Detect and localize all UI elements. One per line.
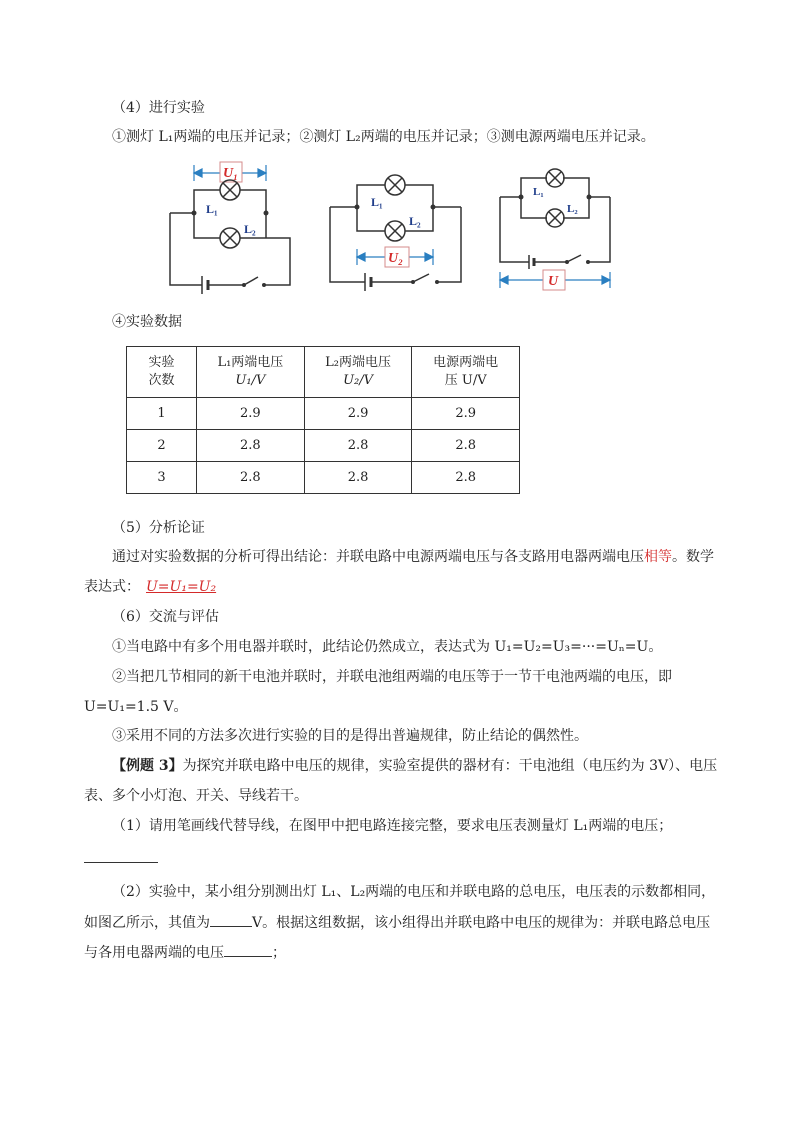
lamp-label-l2: L₂ xyxy=(567,203,578,215)
lamp-label-l1: L₁ xyxy=(533,186,544,198)
table-cell: 2.9 xyxy=(197,398,305,430)
evaluation-1: ①当电路中有多个用电器并联时，此结论仍然成立，表达式为 U₁=U₂=U₃=···=Uₙ=U。 xyxy=(112,639,663,655)
question-2-cont2: 与各用电器两端的电压 ； xyxy=(84,942,286,963)
formula-answer: U=U₁=U₂ xyxy=(146,579,217,595)
table-header-row xyxy=(127,347,520,398)
lamp-label-l1: L₁ xyxy=(371,195,383,209)
circuit-diagram-1 xyxy=(160,155,300,300)
table-cell: 2.8 xyxy=(412,462,520,494)
table-cell: 2.8 xyxy=(412,430,520,462)
example-tag: 【例题 3】 xyxy=(112,758,183,774)
circuit-diagram-2 xyxy=(325,170,470,300)
meter-label-u1: U₁ xyxy=(223,166,238,181)
lamp-label-l2: L₂ xyxy=(244,222,256,236)
conclusion-text: 通过对实验数据的分析可得出结论：并联电路中电源两端电压与各支路用电器两端电压相等。数学 xyxy=(112,549,714,565)
table-cell: 2 xyxy=(127,430,197,462)
measure-steps: ①测灯 L₁两端的电压并记录；②测灯 L₂两端的电压并记录；③测电源两端电压并记录。 xyxy=(112,129,655,145)
meter-label-u2: U₂ xyxy=(388,251,403,266)
table-header-cell: 电源两端电 压 U/V xyxy=(412,347,520,398)
data-table xyxy=(126,346,520,494)
answer-blank-1[interactable] xyxy=(84,862,158,863)
table-cell: 2.9 xyxy=(412,398,520,430)
table-header-cell: L₂两端电压 U₂/V xyxy=(304,347,412,398)
table-row xyxy=(127,462,520,494)
table-cell: 2.8 xyxy=(197,462,305,494)
question-2-cont: 如图乙所示，其值为 V。根据这组数据，该小组得出并联电路中电压的规律为：并联电路总电压 xyxy=(84,912,710,933)
answer-blank-rule[interactable] xyxy=(224,942,272,957)
table-cell: 2.8 xyxy=(304,430,412,462)
section-5-heading: （5）分析论证 xyxy=(112,520,205,536)
circuit-diagram-3 xyxy=(495,165,620,295)
table-cell: 2.8 xyxy=(197,430,305,462)
example-3-intro: 【例题 3】为探究并联电路中电压的规律，实验室提供的器材有：干电池组（电压约为 3V）、电压 xyxy=(112,758,718,774)
section-6-heading: （6）交流与评估 xyxy=(112,609,219,625)
table-cell: 3 xyxy=(127,462,197,494)
evaluation-2: ②当把几节相同的新干电池并联时，并联电池组两端的电压等于一节干电池两端的电压，即 xyxy=(112,669,672,685)
table-header-cell: L₁两端电压 U₁/V xyxy=(197,347,305,398)
answer-blank-voltage[interactable] xyxy=(210,912,252,927)
conclusion-answer: 相等 xyxy=(644,549,672,565)
table-header-cell: 实验 次数 xyxy=(127,347,197,398)
evaluation-2-cont: U=U₁=1.5 V。 xyxy=(84,699,188,715)
lamp-label-l1: L₁ xyxy=(206,202,218,216)
evaluation-3: ③采用不同的方法多次进行实验的目的是得出普遍规律，防止结论的偶然性。 xyxy=(112,728,588,744)
table-cell: 1 xyxy=(127,398,197,430)
section-4-heading: （4）进行实验 xyxy=(112,100,205,116)
table-row xyxy=(127,430,520,462)
data-heading: ④实验数据 xyxy=(112,314,182,330)
table-cell: 2.8 xyxy=(304,462,412,494)
table-row xyxy=(127,398,520,430)
example-3-intro-cont: 表、多个小灯泡、开关、导线若干。 xyxy=(84,788,308,804)
meter-label-u: U xyxy=(548,274,559,289)
question-1: （1）请用笔画线代替导线，在图甲中把电路连接完整，要求电压表测量灯 L₁两端的电压； xyxy=(112,818,673,834)
question-2: （2）实验中，某小组分别测出灯 L₁、L₂两端的电压和并联电路的总电压，电压表的示数都相同， xyxy=(112,884,716,900)
formula-line: 表达式： U=U₁=U₂ xyxy=(84,577,222,597)
lamp-label-l2: L₂ xyxy=(409,214,421,228)
table-cell: 2.9 xyxy=(304,398,412,430)
